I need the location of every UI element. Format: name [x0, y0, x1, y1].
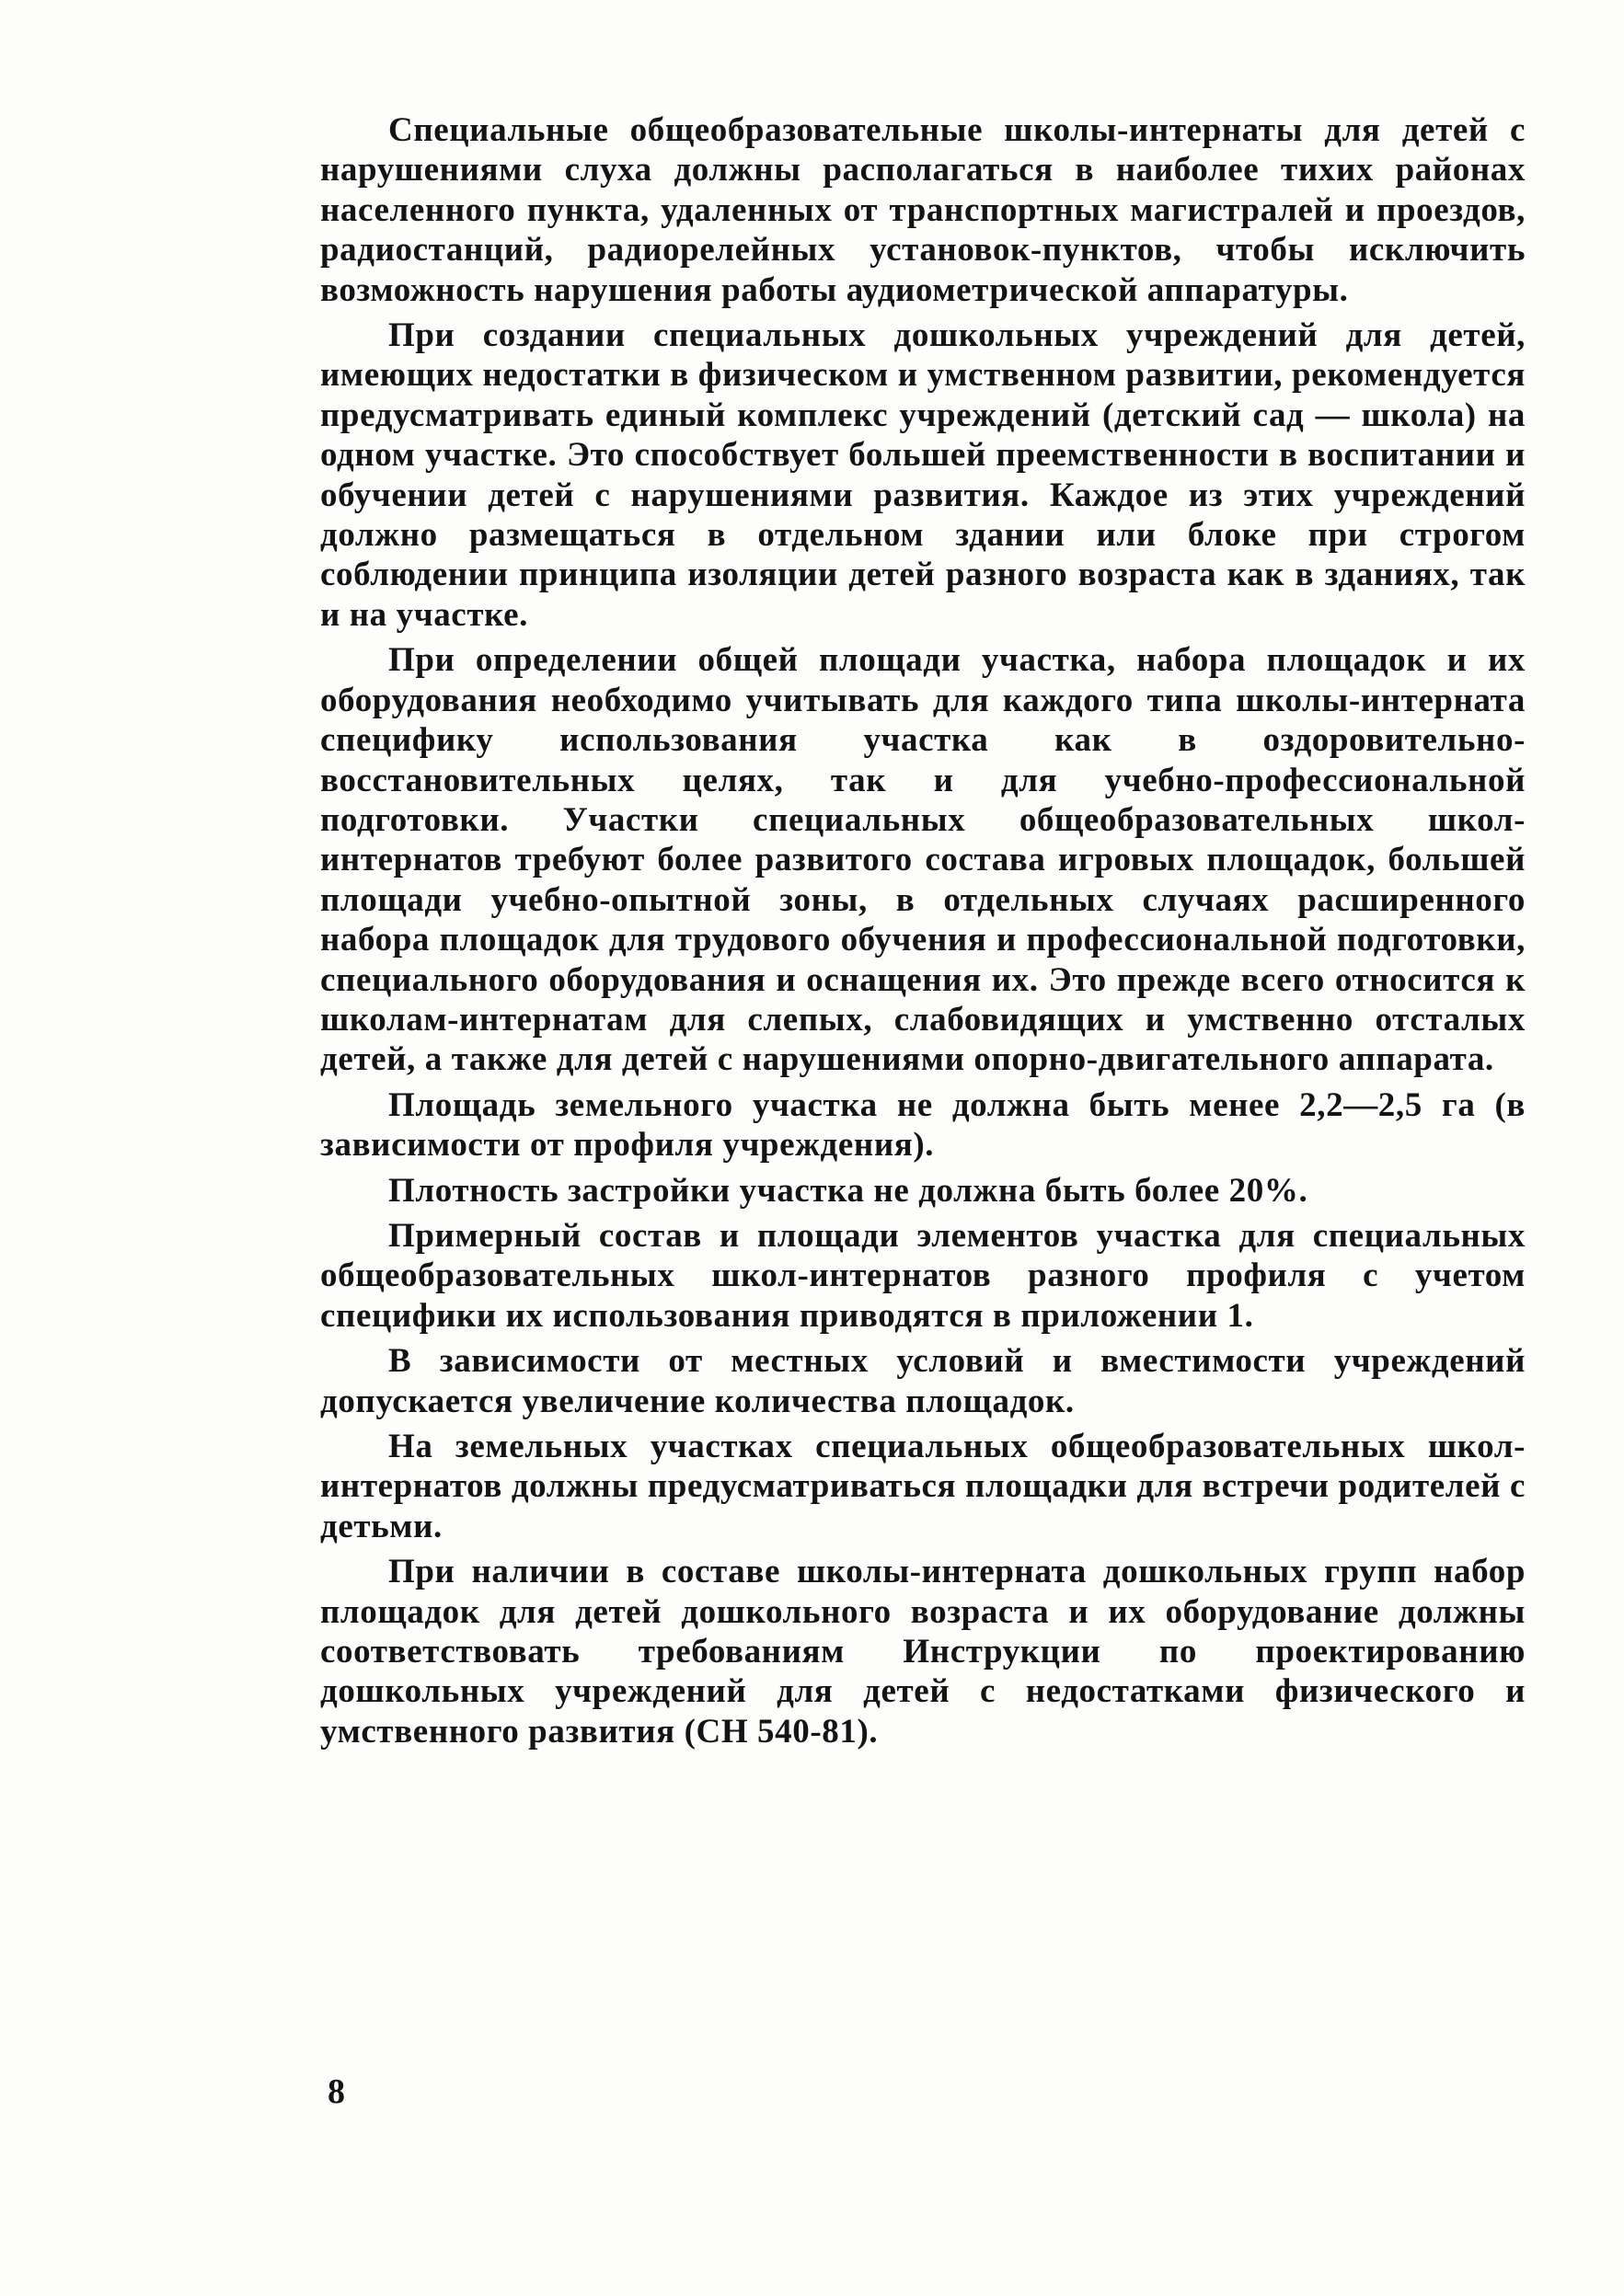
paragraph-6: Примерный состав и площади элементов участка для специальных общеобразовательных школ-интернатов разного профиля с учетом специфики их использования приводятся в приложении 1. — [320, 1216, 1526, 1335]
paragraph-9: При наличии в составе школы-интерната дошкольных групп набор площадок для детей дошкольного возраста и их оборудование должны соответствовать требованиям Инструкции по проектированию дошкольных учреждений для детей с недостатками физического и умственного развития (СН 540-81). — [320, 1553, 1526, 1751]
paragraph-1: Специальные общеобразовательные школы-интернаты для детей с нарушениями слуха должны располагаться в наиболее тихих районах населенного пункта, удаленных от транспортных магистралей и проездов, радиостанций, радиорелейных установок-пунктов, чтобы исключить возможность нарушения работы аудиометрической аппаратуры. — [320, 111, 1526, 309]
paragraph-8: На земельных участках специальных общеобразовательных школ-интернатов должны предусматриваться площадки для встречи родителей с детьми. — [320, 1428, 1526, 1545]
paragraph-7: В зависимости от местных условий и вместимости учреждений допускается увеличение количества площадок. — [320, 1342, 1526, 1420]
page-number: 8 — [328, 2072, 345, 2111]
paragraph-4: Площадь земельного участка не должна быть менее 2,2—2,5 га (в зависимости от профиля учреждения). — [320, 1085, 1526, 1165]
body-text — [320, 110, 1526, 1757]
paragraph-5: Плотность застройки участка не должна быть более 20%. — [388, 1171, 1308, 1210]
paragraph-2: При создании специальных дошкольных учреждений для детей, имеющих недостатки в физическом и умственном развитии, рекомендуется предусматривать единый комплекс учреждений (детский сад — школа) на одном участке. Это способствует большей преемственности в воспитании и обучении детей с нарушениями развития. Каждое из этих учреждений должно размещаться в отдельном здании или блоке при строгом соблюдении принципа изоляции детей разного возраста как в зданиях, так и на участке. — [320, 316, 1526, 634]
paragraph-3: При определении общей площади участка, набора площадок и их оборудования необходимо учитывать для каждого типа школы-интерната специфику использования участка как в оздоровительно-восстановительных целях, так и для учебно-профессиональной подготовки. Участки специальных общеобразовательных школ-интернатов требуют более развитого состава игровых площадок, большей площади учебно-опытной зоны, в отдельных случаях расширенного набора площадок для трудового обучения и профессиональной подготовки, специального оборудования и оснащения их. Это прежде всего относится к школам-интернатам для слепых, слабовидящих и умственно отсталых детей, а также для детей с нарушениями опорно-двигательного аппарата. — [320, 641, 1526, 1079]
